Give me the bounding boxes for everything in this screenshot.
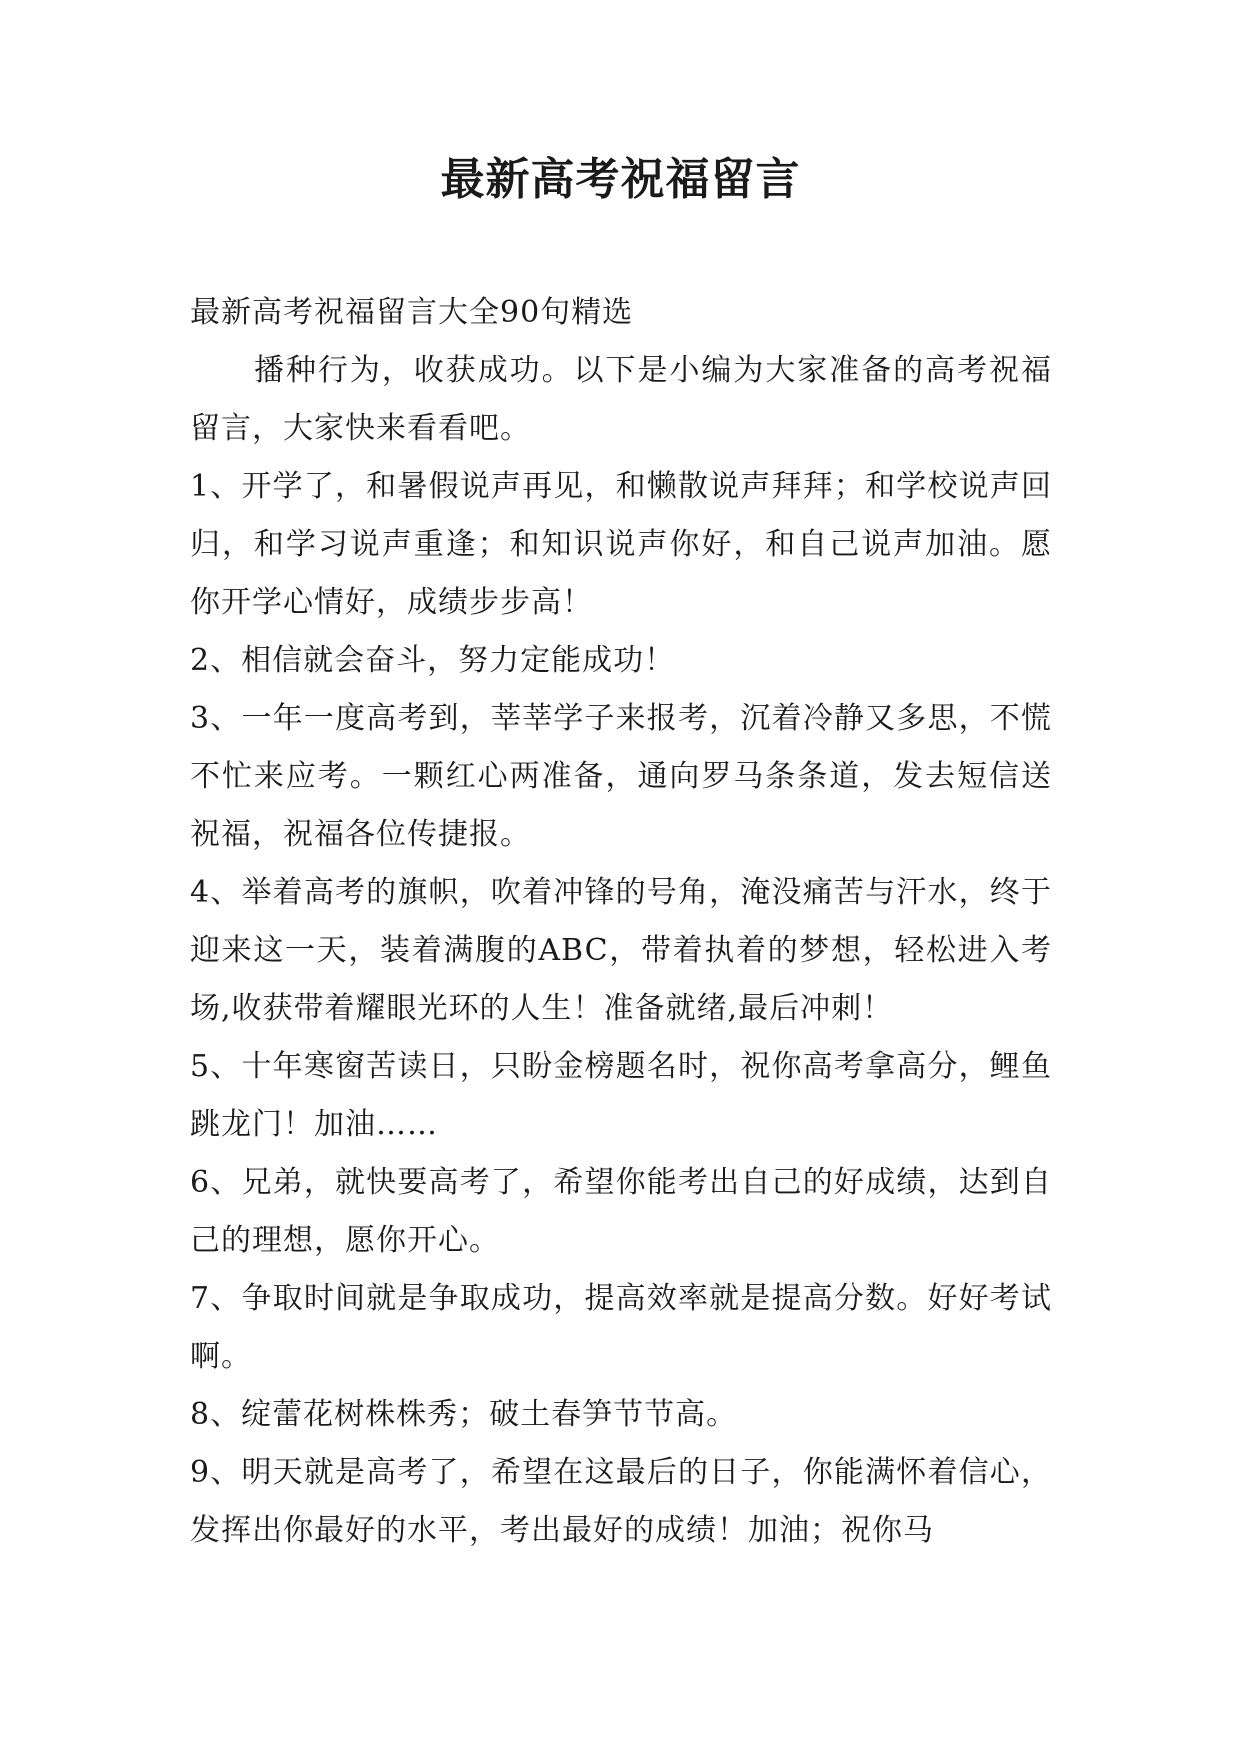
list-item: 7、争取时间就是争取成功，提高效率就是提高分数。好好考试啊。 xyxy=(190,1281,1052,1374)
document-body xyxy=(190,284,1052,1560)
list-item: 3、一年一度高考到，莘莘学子来报考，沉着冷静又多思，不慌不忙来应考。一颗红心两准备，通向罗马条条道，发去短信送祝福，祝福各位传捷报。 xyxy=(190,701,1052,852)
list-item: 9、明天就是高考了，希望在这最后的日子，你能满怀着信心，发挥出你最好的水平，考出最好的成绩！加油；祝你马 xyxy=(190,1455,1052,1548)
intro-paragraph: 播种行为，收获成功。以下是小编为大家准备的高考祝福留言，大家快来看看吧。 xyxy=(190,353,1052,446)
list-item: 8、绽蕾花树株株秀；破土春笋节节高。 xyxy=(190,1397,738,1432)
list-item: 1、开学了，和暑假说声再见，和懒散说声拜拜；和学校说声回归，和学习说声重逢；和知识说声你好，和自己说声加油。愿你开学心情好，成绩步步高！ xyxy=(190,469,1052,620)
document-subtitle: 最新高考祝福留言大全90句精选 xyxy=(190,295,634,330)
list-item: 4、举着高考的旗帜，吹着冲锋的号角，淹没痛苦与汗水，终于迎来这一天，装着满腹的ABC，带着执着的梦想，轻松进入考场,收获带着耀眼光环的人生！准备就绪,最后冲刺！ xyxy=(190,875,1052,1026)
document-title: 最新高考祝福留言 xyxy=(440,154,801,205)
list-item: 5、十年寒窗苦读日，只盼金榜题名时，祝你高考拿高分，鲤鱼跳龙门！加油…… xyxy=(190,1049,1052,1142)
list-item: 6、兄弟，就快要高考了，希望你能考出自己的好成绩，达到自己的理想，愿你开心。 xyxy=(190,1165,1052,1258)
list-item: 2、相信就会奋斗，努力定能成功！ xyxy=(190,643,676,678)
